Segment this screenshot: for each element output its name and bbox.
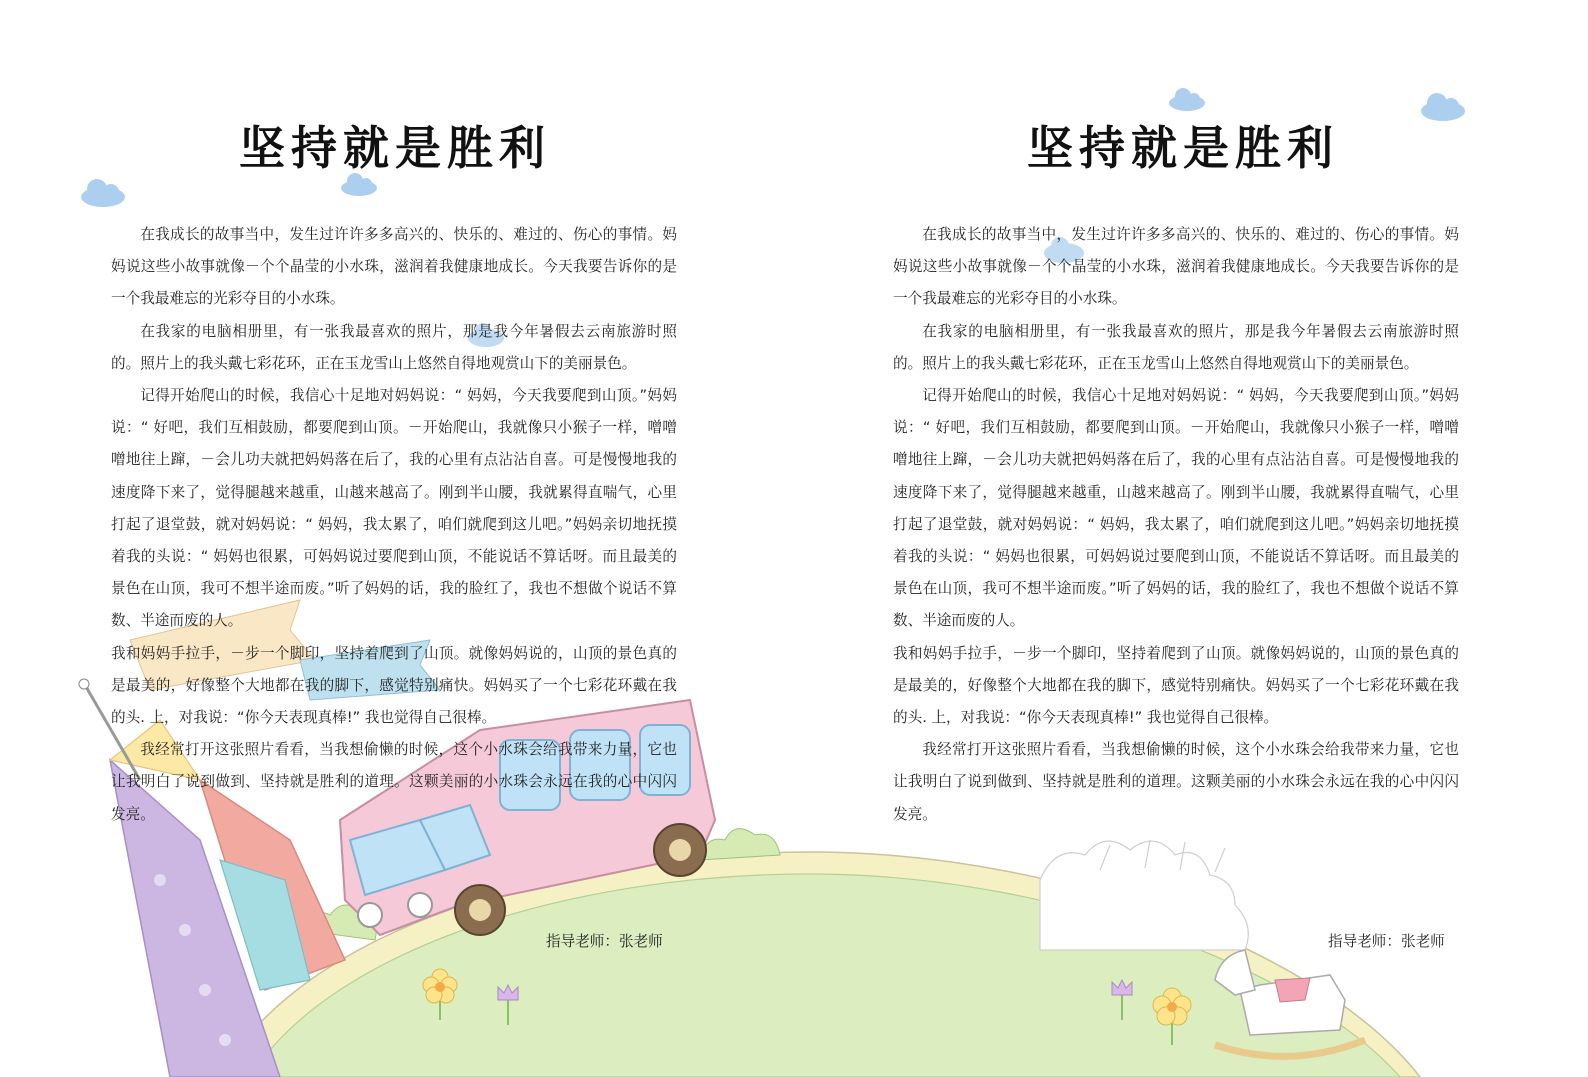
paragraph: 记得开始爬山的时候，我信心十足地对妈妈说：“ 妈妈，今天我要爬到山顶。”妈妈说：“ 好吧，我们互相鼓励，都要爬到山顶。－开始爬山，我就像只小猴子一样，噌噌噌地往上蹿，－会儿功夫就把妈妈落在后了，我的心里有点沾沾自喜。可是慢慢地我的速度降下来了，觉得腿越来越重，山越来越高了。刚到半山腰，我就累得直喘气，心里打起了退堂鼓，就对妈妈说：“ 妈妈，我太累了，咱们就爬到这儿吧。”妈妈亲切地抚摸着我的头说：“ 妈妈也很累，可妈妈说过要爬到山顶，不能说话不算话呀。而且最美的景色在山顶，我可不想半途而废。”听了妈妈的话，我的脸红了，我也不想做个说话不算数、半途而废的人。 <box>893 387 1459 630</box>
page-title: 坚持就是胜利 <box>1027 121 1339 175</box>
paragraph: 我和妈妈手拉手，－步一个脚印，坚持着爬到了山顶。就像妈妈说的，山顶的景色真的是最美的，好像整个大地都在我的脚下，感觉特别痛快。妈妈买了一个七彩花环戴在我的头. 上，对我说：“你今天表现真棒!” 我也觉得自己很棒。 <box>111 644 677 727</box>
paragraph: 我经常打开这张照片看看，当我想偷懒的时候，这个小水珠会给我带来力量，它也让我明白了说到做到、坚持就是胜利的道理。这颗美丽的小水珠会永远在我的心中闪闪发亮。 <box>893 741 1459 823</box>
teacher-credit: 指导老师：张老师 <box>1328 933 1445 950</box>
paragraph: 我经常打开这张照片看看，当我想偷懒的时候，这个小水珠会给我带来力量，它也让我明白了说到做到、坚持就是胜利的道理。这颗美丽的小水珠会永远在我的心中闪闪发亮。 <box>111 741 677 823</box>
paragraph: 我和妈妈手拉手，－步一个脚印，坚持着爬到了山顶。就像妈妈说的，山顶的景色真的是最美的，好像整个大地都在我的脚下，感觉特别痛快。妈妈买了一个七彩花环戴在我的头. 上，对我说：“你今天表现真棒!” 我也觉得自己很棒。 <box>893 644 1459 727</box>
paragraph: 在我成长的故事当中，发生过许许多多高兴的、快乐的、难过的、伤心的事情。妈妈说这些小故事就像－个个晶莹的小水珠，滋润着我健康地成长。今天我要告诉你的是一个我最难忘的光彩夺目的小水珠。 <box>111 226 677 308</box>
essay-body <box>111 219 677 831</box>
essay-body <box>893 219 1459 831</box>
page-title: 坚持就是胜利 <box>239 121 551 175</box>
teacher-credit: 指导老师：张老师 <box>546 933 663 950</box>
paragraph: 在我成长的故事当中，发生过许许多多高兴的、快乐的、难过的、伤心的事情。妈妈说这些小故事就像－个个晶莹的小水珠，滋润着我健康地成长。今天我要告诉你的是一个我最难忘的光彩夺目的小水珠。 <box>893 226 1459 308</box>
paragraph: 在我家的电脑相册里，有一张我最喜欢的照片，那是我今年暑假去云南旅游时照的。照片上的我头戴七彩花环，正在玉龙雪山上悠然自得地观赏山下的美丽景色。 <box>111 322 677 372</box>
paragraph: 记得开始爬山的时候，我信心十足地对妈妈说：“ 妈妈，今天我要爬到山顶。”妈妈说：“ 好吧，我们互相鼓励，都要爬到山顶。－开始爬山，我就像只小猴子一样，噌噌噌地往上蹿，－会儿功夫就把妈妈落在后了，我的心里有点沾沾自喜。可是慢慢地我的速度降下来了，觉得腿越来越重，山越来越高了。刚到半山腰，我就累得直喘气，心里打起了退堂鼓，就对妈妈说：“ 妈妈，我太累了，咱们就爬到这儿吧。”妈妈亲切地抚摸着我的头说：“ 妈妈也很累，可妈妈说过要爬到山顶，不能说话不算话呀。而且最美的景色在山顶，我可不想半途而废。”听了妈妈的话，我的脸红了，我也不想做个说话不算数、半途而废的人。 <box>111 387 677 630</box>
page-right <box>794 0 1588 1077</box>
paragraph: 在我家的电脑相册里，有一张我最喜欢的照片，那是我今年暑假去云南旅游时照的。照片上的我头戴七彩花环，正在玉龙雪山上悠然自得地观赏山下的美丽景色。 <box>893 322 1459 372</box>
